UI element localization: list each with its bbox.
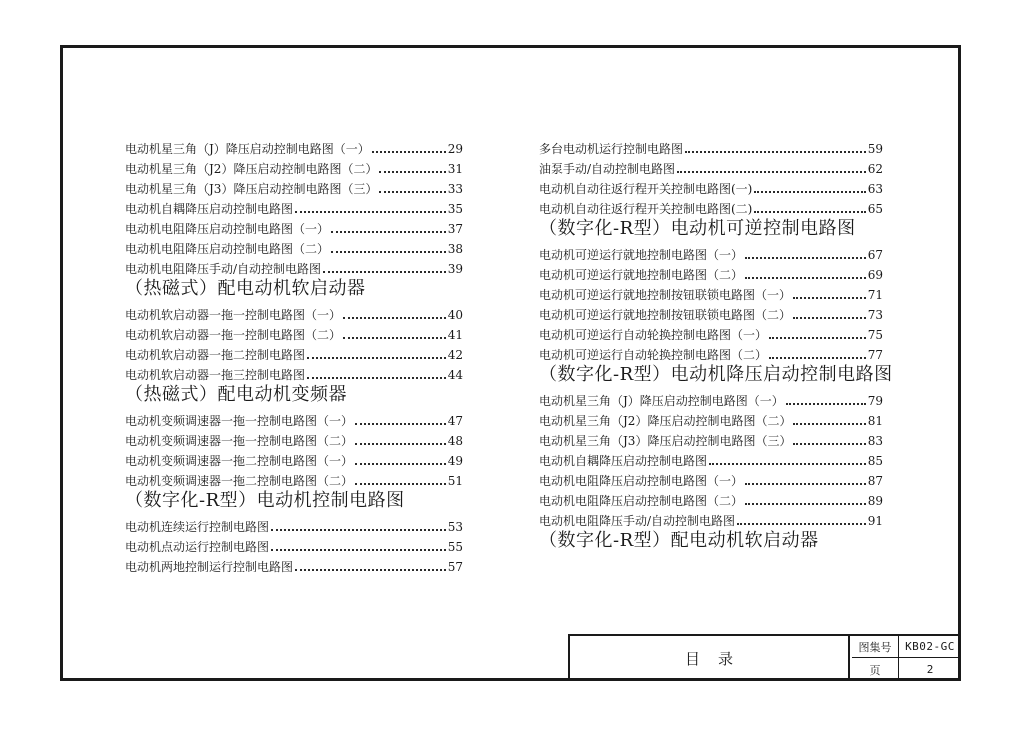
toc-entry[interactable] <box>125 176 463 196</box>
dot-leader <box>343 317 446 319</box>
toc-entry[interactable] <box>539 136 883 156</box>
page-number-value: 2 <box>926 663 934 676</box>
section-heading: （热磁式）配电动机变频器 <box>125 384 347 405</box>
toc-entry[interactable] <box>539 388 883 408</box>
entry-title: 电动机电阻降压手动/自动控制电路图 <box>125 262 322 276</box>
toc-entry[interactable] <box>539 468 883 488</box>
dot-leader <box>355 483 446 485</box>
dot-leader <box>769 357 866 359</box>
toc-entry[interactable] <box>539 488 883 508</box>
entry-title: 电动机电阻降压启动控制电路图（一） <box>125 222 330 236</box>
dot-leader <box>307 377 446 379</box>
entry-title: 油泵手动/自动控制电路图 <box>539 162 676 176</box>
toc-entry[interactable] <box>125 136 463 156</box>
toc-entry[interactable] <box>539 428 883 448</box>
entry-title: 电动机自耦降压启动控制电路图 <box>539 454 708 468</box>
section-heading: （数字化-R型）电动机降压启动控制电路图 <box>539 364 893 385</box>
dot-leader <box>786 403 866 405</box>
entry-title: 电动机星三角（J）降压启动控制电路图（一） <box>539 394 784 408</box>
dot-leader <box>355 423 446 425</box>
entry-page-number: 37 <box>447 222 463 236</box>
entry-page-number: 29 <box>447 142 463 156</box>
toc-entry[interactable] <box>539 156 883 176</box>
toc-entry[interactable] <box>125 408 463 428</box>
entry-page-number: 44 <box>447 368 463 382</box>
toc-right-column <box>539 136 893 554</box>
toc-entry[interactable] <box>125 256 463 276</box>
entry-page-number: 62 <box>867 162 883 176</box>
document-title: 目录 <box>570 636 850 681</box>
entry-title: 电动机变频调速器一拖二控制电路图（一） <box>125 454 354 468</box>
entry-title: 电动机自耦降压启动控制电路图 <box>125 202 294 216</box>
entry-title: 电动机点动运行控制电路图 <box>125 540 270 554</box>
toc-entry[interactable] <box>125 362 463 382</box>
entry-page-number: 42 <box>447 348 463 362</box>
entry-page-number: 51 <box>447 474 463 488</box>
toc-entry[interactable] <box>539 196 883 216</box>
entry-title: 电动机自动往返行程开关控制电路图(一) <box>539 182 753 196</box>
section-heading: （热磁式）配电动机软启动器 <box>125 278 366 299</box>
dot-leader <box>709 463 866 465</box>
dot-leader <box>355 443 446 445</box>
entry-title: 电动机可逆运行就地控制电路图（二） <box>539 268 744 282</box>
dot-leader <box>343 337 446 339</box>
section-heading: （数字化-R型）电动机控制电路图 <box>125 490 405 511</box>
toc-entry[interactable] <box>125 534 463 554</box>
entry-page-number: 40 <box>447 308 463 322</box>
entry-title: 电动机电阻降压手动/自动控制电路图 <box>539 514 736 528</box>
entry-page-number: 53 <box>447 520 463 534</box>
dot-leader <box>323 271 446 273</box>
dot-leader <box>793 297 866 299</box>
dot-leader <box>793 317 866 319</box>
toc-entry[interactable] <box>125 342 463 362</box>
entry-page-number: 65 <box>867 202 883 216</box>
dot-leader <box>271 529 446 531</box>
dot-leader <box>677 171 866 173</box>
entry-title: 电动机星三角（J2）降压启动控制电路图（二） <box>125 162 378 176</box>
entry-title: 电动机变频调速器一拖二控制电路图（二） <box>125 474 354 488</box>
entry-title: 电动机可逆运行就地控制按钮联锁电路图（一） <box>539 288 792 302</box>
entry-page-number: 57 <box>447 560 463 574</box>
entry-page-number: 79 <box>867 394 883 408</box>
toc-entry[interactable] <box>539 322 883 342</box>
entry-title: 电动机自动往返行程开关控制电路图(二) <box>539 202 753 216</box>
entry-title: 电动机软启动器一拖二控制电路图 <box>125 348 306 362</box>
entry-page-number: 89 <box>867 494 883 508</box>
dot-leader <box>754 191 865 193</box>
toc-entry[interactable] <box>539 448 883 468</box>
toc-entry[interactable] <box>125 468 463 488</box>
entry-page-number: 63 <box>867 182 883 196</box>
entry-title: 电动机星三角（J3）降压启动控制电路图（三） <box>125 182 378 196</box>
entry-page-number: 59 <box>867 142 883 156</box>
atlas-number-label: 图集号 <box>852 636 899 658</box>
entry-title: 电动机可逆运行自动轮换控制电路图（一） <box>539 328 768 342</box>
dot-leader <box>745 503 866 505</box>
toc-entry[interactable] <box>539 282 883 302</box>
entry-title: 电动机星三角（J）降压启动控制电路图（一） <box>125 142 370 156</box>
toc-entry[interactable] <box>539 262 883 282</box>
dot-leader <box>685 151 866 153</box>
toc-entry[interactable] <box>125 448 463 468</box>
entry-page-number: 81 <box>867 414 883 428</box>
entry-title: 电动机电阻降压启动控制电路图（二） <box>539 494 744 508</box>
dot-leader <box>379 191 445 193</box>
entry-title: 电动机软启动器一拖一控制电路图（一） <box>125 308 342 322</box>
entry-page-number: 83 <box>867 434 883 448</box>
toc-entry[interactable] <box>125 322 463 342</box>
entry-page-number: 69 <box>867 268 883 282</box>
dot-leader <box>295 569 446 571</box>
page-label: 页 <box>852 658 899 681</box>
dot-leader <box>307 357 446 359</box>
entry-page-number: 71 <box>867 288 883 302</box>
entry-title: 电动机电阻降压启动控制电路图（二） <box>125 242 330 256</box>
dot-leader <box>737 523 866 525</box>
entry-page-number: 39 <box>447 262 463 276</box>
entry-title: 多台电动机运行控制电路图 <box>539 142 684 156</box>
dot-leader <box>745 257 866 259</box>
title-block <box>568 634 961 681</box>
entry-title: 电动机星三角（J2）降压启动控制电路图（二） <box>539 414 792 428</box>
dot-leader <box>372 151 446 153</box>
dot-leader <box>379 171 445 173</box>
toc-entry[interactable] <box>125 196 463 216</box>
entry-page-number: 55 <box>447 540 463 554</box>
entry-title: 电动机连续运行控制电路图 <box>125 520 270 534</box>
entry-page-number: 33 <box>447 182 463 196</box>
entry-page-number: 73 <box>867 308 883 322</box>
toc-entry[interactable] <box>125 156 463 176</box>
dot-leader <box>331 251 446 253</box>
entry-page-number: 38 <box>447 242 463 256</box>
toc-entry[interactable] <box>125 554 463 574</box>
toc-left-column <box>125 136 463 574</box>
dot-leader <box>271 549 446 551</box>
entry-page-number: 49 <box>447 454 463 468</box>
entry-title: 电动机两地控制运行控制电路图 <box>125 560 294 574</box>
section-heading: （数字化-R型）电动机可逆控制电路图 <box>539 218 856 239</box>
dot-leader <box>769 337 866 339</box>
entry-title: 电动机可逆运行就地控制电路图（一） <box>539 248 744 262</box>
entry-page-number: 35 <box>447 202 463 216</box>
dot-leader <box>331 231 446 233</box>
entry-page-number: 77 <box>867 348 883 362</box>
entry-title: 电动机变频调速器一拖一控制电路图（二） <box>125 434 354 448</box>
dot-leader <box>745 277 866 279</box>
entry-title: 电动机可逆运行自动轮换控制电路图（二） <box>539 348 768 362</box>
entry-page-number: 67 <box>867 248 883 262</box>
entry-title: 电动机星三角（J3）降压启动控制电路图（三） <box>539 434 792 448</box>
toc-entry[interactable] <box>539 508 883 528</box>
atlas-number-value: KB02-GC <box>899 636 961 658</box>
toc-entry[interactable] <box>125 236 463 256</box>
toc-entry[interactable] <box>125 216 463 236</box>
toc-entry[interactable] <box>539 302 883 322</box>
entry-page-number: 87 <box>867 474 883 488</box>
section-heading: （数字化-R型）配电动机软启动器 <box>539 530 819 551</box>
toc-entry[interactable] <box>125 302 463 322</box>
entry-page-number: 75 <box>867 328 883 342</box>
entry-page-number: 85 <box>867 454 883 468</box>
dot-leader <box>295 211 446 213</box>
toc-entry[interactable] <box>539 408 883 428</box>
dot-leader <box>355 463 446 465</box>
entry-page-number: 91 <box>867 514 883 528</box>
entry-page-number: 41 <box>447 328 463 342</box>
toc-entry[interactable] <box>125 428 463 448</box>
toc-entry[interactable] <box>539 342 883 362</box>
dot-leader <box>793 443 865 445</box>
entry-title: 电动机软启动器一拖一控制电路图（二） <box>125 328 342 342</box>
entry-page-number: 47 <box>447 414 463 428</box>
entry-page-number: 48 <box>447 434 463 448</box>
entry-title: 电动机变频调速器一拖一控制电路图（一） <box>125 414 354 428</box>
toc-entry[interactable] <box>539 176 883 196</box>
entry-title: 电动机电阻降压启动控制电路图（一） <box>539 474 744 488</box>
toc-entry[interactable] <box>125 514 463 534</box>
entry-title: 电动机软启动器一拖三控制电路图 <box>125 368 306 382</box>
dot-leader <box>793 423 865 425</box>
entry-title: 电动机可逆运行就地控制按钮联锁电路图（二） <box>539 308 792 322</box>
dot-leader <box>745 483 866 485</box>
entry-page-number: 31 <box>447 162 463 176</box>
toc-entry[interactable] <box>539 242 883 262</box>
dot-leader <box>754 211 865 213</box>
